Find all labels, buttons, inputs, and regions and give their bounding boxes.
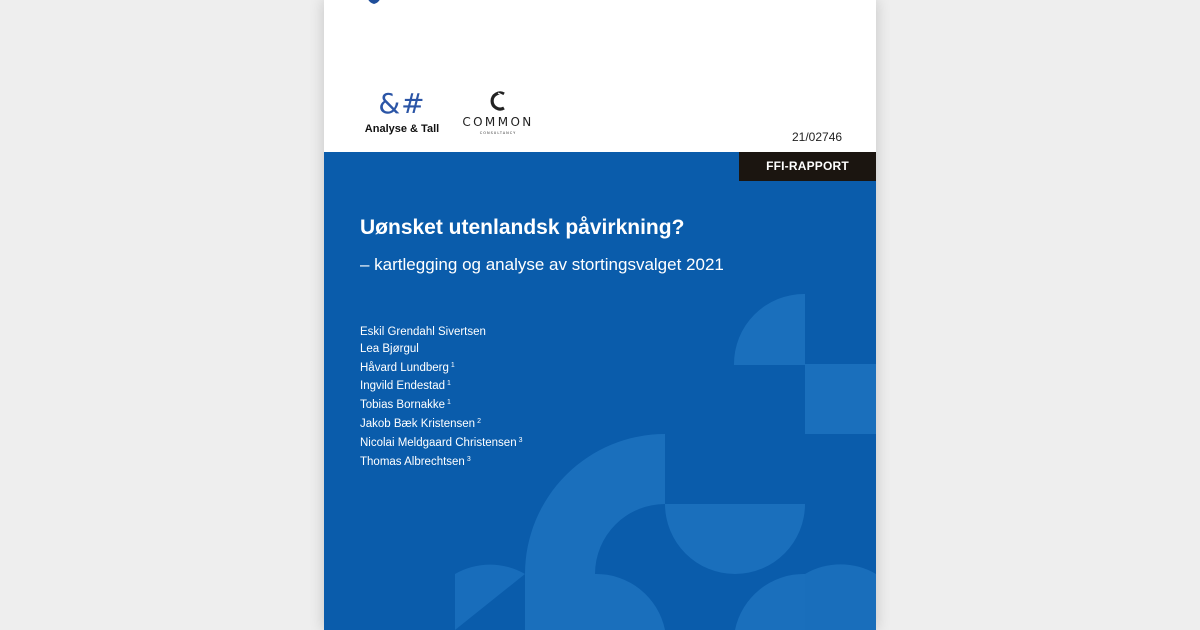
author-name: Lea Bjørgul: [360, 342, 419, 355]
author-name: Eskil Grendahl Sivertsen: [360, 326, 486, 338]
author-item: [360, 376, 523, 395]
author-affiliation-note: 1: [450, 361, 455, 369]
common-consultancy-logo: [455, 90, 541, 135]
report-cover-page: [324, 0, 876, 630]
author-affiliation-note: 3: [518, 436, 523, 444]
cover-blue-panel: [324, 152, 876, 630]
author-name: Ingvild Endestad: [360, 380, 446, 393]
author-name: Håvard Lundberg: [360, 361, 449, 374]
author-name: Thomas Albrechtsen: [360, 455, 465, 468]
ffi-shield-icon: [368, 0, 380, 4]
author-item: [360, 358, 523, 377]
author-name: Jakob Bæk Kristensen: [360, 417, 476, 430]
report-number: 21/02746: [792, 130, 843, 144]
common-logo-sub: CONSULTANCY: [479, 131, 517, 135]
author-affiliation-note: 3: [466, 455, 471, 463]
author-item: [360, 452, 523, 471]
author-affiliation-note: 2: [477, 417, 481, 425]
report-title: Uønsket utenlandsk påvirkning?: [360, 216, 685, 239]
author-item: [360, 433, 523, 452]
author-item: [360, 395, 523, 414]
author-item: [360, 341, 523, 358]
common-logo-name: COMMON: [462, 115, 534, 129]
author-list: [360, 324, 523, 470]
analyse-tall-logo: [361, 88, 443, 135]
author-name: Tobias Bornakke: [360, 399, 446, 412]
analyse-tall-logo-name: Analyse & Tall: [364, 123, 440, 135]
report-type-badge: FFI-RAPPORT: [739, 152, 876, 181]
author-item: [360, 324, 523, 341]
analyse-tall-logo-mark: &#: [378, 87, 426, 120]
author-item: [360, 414, 523, 433]
author-affiliation-note: 1: [447, 380, 451, 388]
report-subtitle: – kartlegging og analyse av stortingsvalget 2021: [360, 255, 724, 274]
author-name: Nicolai Meldgaard Christensen: [360, 436, 517, 449]
author-affiliation-note: 1: [447, 399, 451, 407]
common-c-icon: [489, 90, 507, 112]
